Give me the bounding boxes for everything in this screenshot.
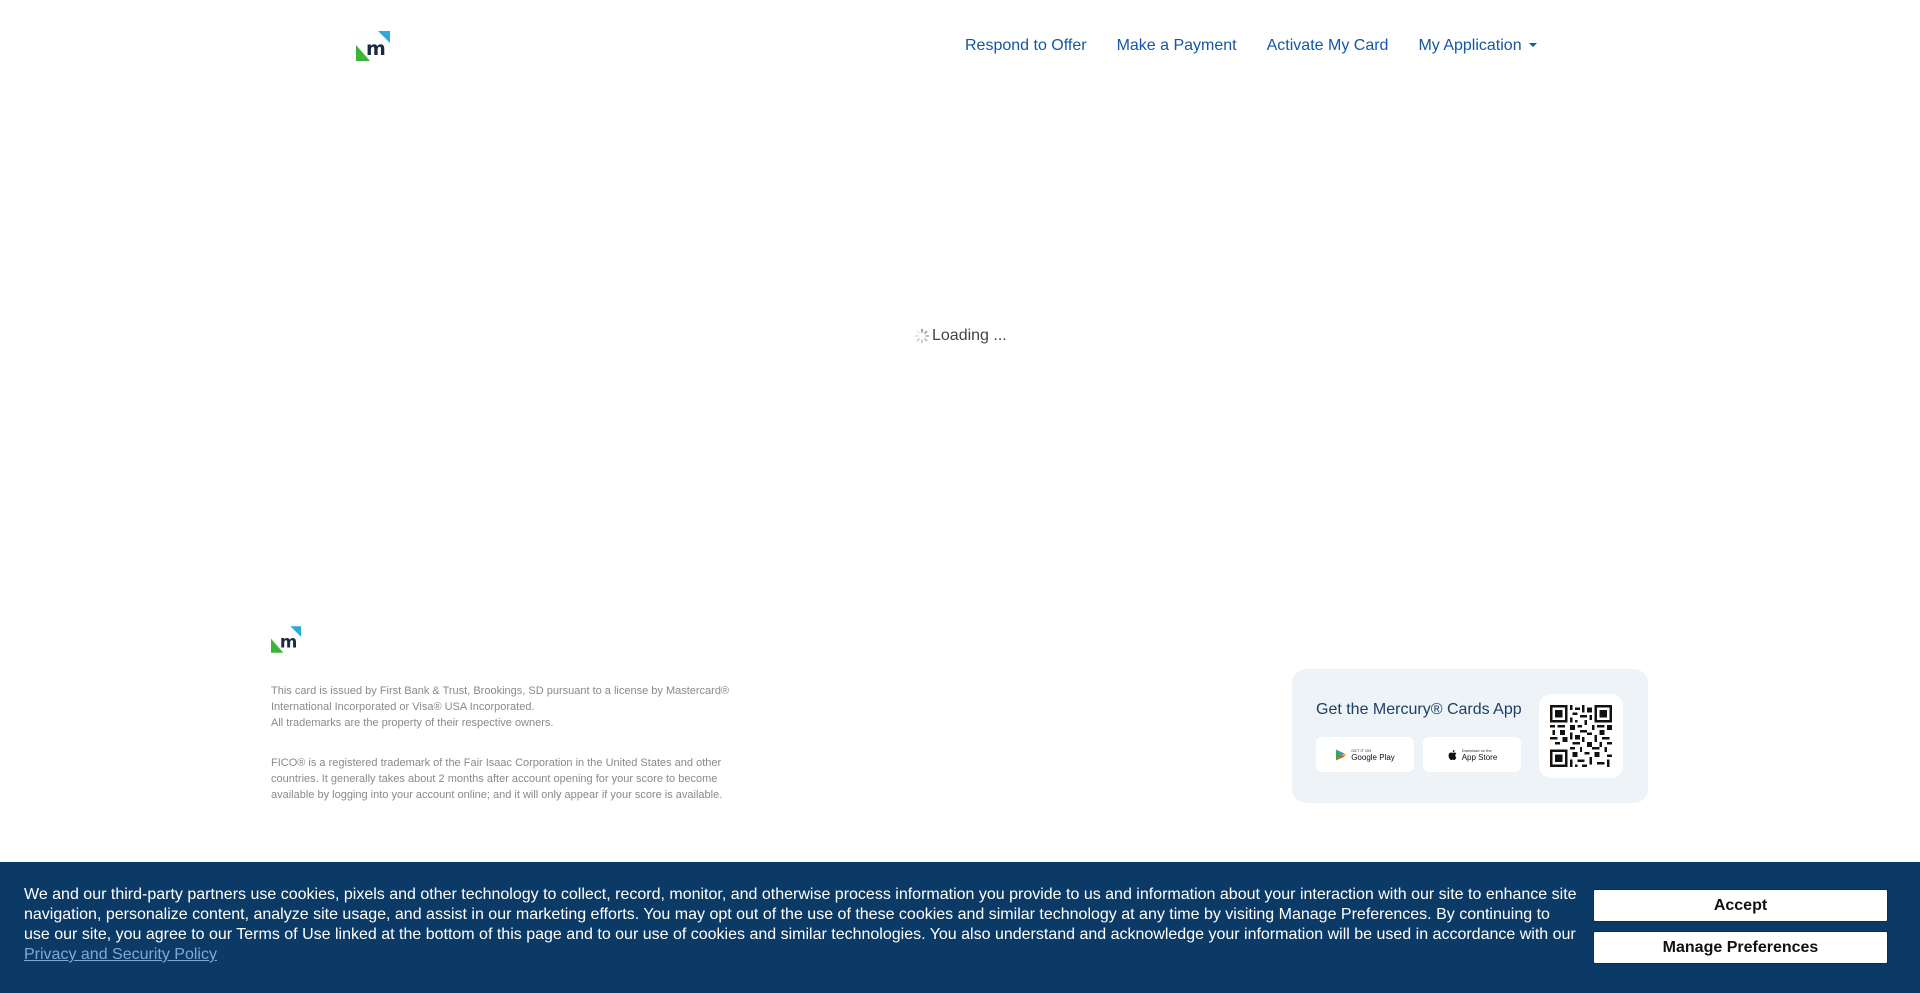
google-play-button[interactable]: [1316, 737, 1414, 772]
disclaimer-line: International Incorporated or Visa® USA Incorporated.: [271, 701, 535, 713]
qr-code: [1539, 694, 1623, 778]
spinner-icon: [914, 328, 930, 344]
app-store-big-text: App Store: [1461, 752, 1498, 762]
nav-my-application-dropdown[interactable]: [1418, 36, 1536, 56]
app-card-title: Get the Mercury® Cards App: [1316, 701, 1522, 718]
mercury-logo-icon[interactable]: [356, 31, 390, 61]
disclaimer-line: This card is issued by First Bank & Trust, Brookings, SD pursuant to a license by Mastercard®: [271, 685, 730, 697]
loading-text: Loading ...: [932, 327, 1007, 344]
app-store-small-text: Download on the: [1461, 747, 1492, 753]
site-header: [0, 0, 1920, 90]
fico-line: FICO® is a registered trademark of the Fair Isaac Corporation in the United States and other: [271, 757, 722, 769]
nav-respond-to-offer[interactable]: Respond to Offer: [965, 37, 1087, 54]
google-play-small-text: GET IT ON: [1351, 747, 1372, 753]
privacy-policy-link[interactable]: Privacy and Security Policy: [24, 946, 217, 963]
mercury-footer-logo-icon: [271, 626, 301, 653]
app-download-card: [1292, 669, 1648, 803]
svg-text:m: m: [279, 631, 298, 652]
google-play-big-text: Google Play: [1351, 752, 1395, 762]
nav-make-a-payment[interactable]: Make a Payment: [1116, 37, 1237, 54]
nav-my-application-label: My Application: [1418, 37, 1522, 54]
cookie-banner: [0, 862, 1920, 993]
google-play-icon: [1335, 749, 1347, 761]
main-nav: [965, 36, 1537, 56]
loading-indicator: [914, 327, 1007, 345]
qr-code-icon: [1550, 705, 1612, 767]
nav-activate-my-card[interactable]: Activate My Card: [1266, 37, 1389, 54]
fico-disclaimer: [271, 755, 771, 803]
accept-button[interactable]: Accept: [1593, 889, 1888, 922]
fico-line: countries. It generally takes about 2 months after account opening for your score to become: [271, 773, 718, 785]
cookie-banner-text: [24, 885, 1580, 965]
fico-line: available by logging into your account online; and it will only appear if your score is available.: [271, 789, 723, 801]
apple-icon: [1447, 749, 1458, 761]
cookie-message: We and our third-party partners use cookies, pixels and other technology to collect, record, monitor, and otherwise process information you provide to us and information about your interaction with our site to enhance site navigation, personalize content, analyze site usage, and assist in our marketing efforts. You may opt out of the use of these cookies and similar technology at any time by visiting Manage Preferences. By continuing to use our site, you agree to our Terms of Use linked at the bottom of this page and to our use of cookies and similar technologies. You also understand and acknowledge your information will be used in accordance with our: [24, 886, 1577, 943]
app-store-button[interactable]: [1423, 737, 1521, 772]
svg-text:m: m: [366, 38, 386, 60]
disclaimer-line: All trademarks are the property of their respective owners.: [271, 717, 554, 729]
issuer-disclaimer: [271, 683, 771, 731]
caret-down-icon: [1529, 43, 1537, 47]
manage-preferences-button[interactable]: Manage Preferences: [1593, 931, 1888, 964]
